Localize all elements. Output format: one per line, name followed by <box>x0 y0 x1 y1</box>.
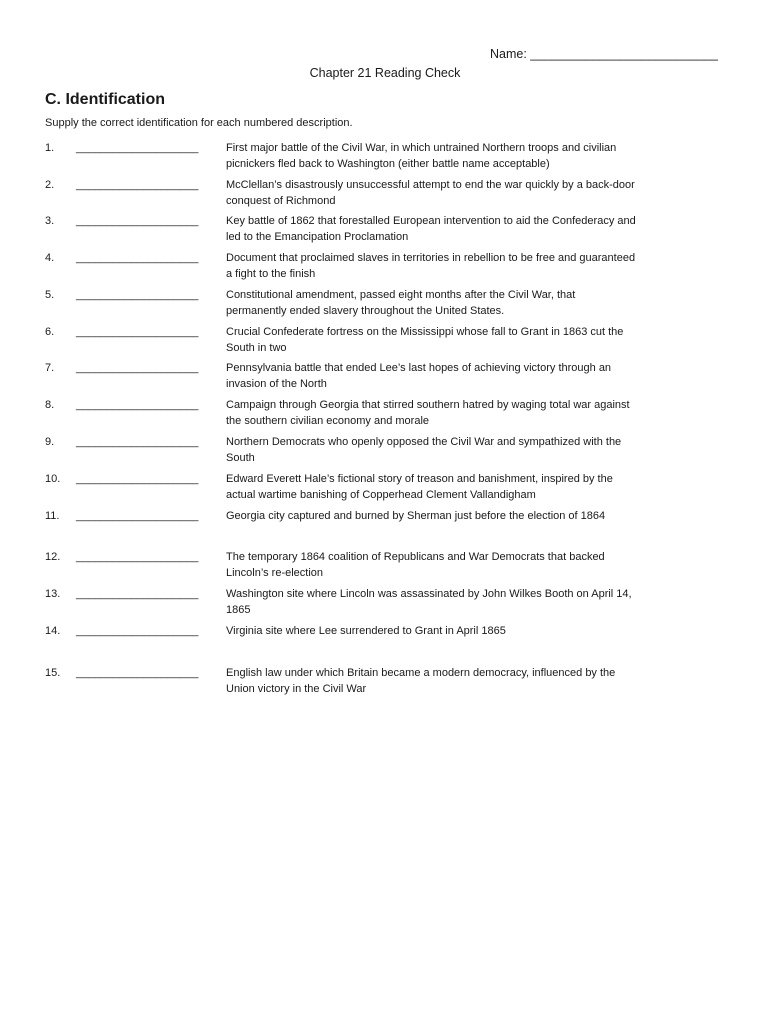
section-heading: C. Identification <box>45 91 165 108</box>
answer-blank[interactable]: ____________________ <box>76 436 199 448</box>
question-description: Campaign through Georgia that stirred southern hatred by waging total war against the southern civilian economy and morale <box>226 399 630 427</box>
question-number: 8. <box>45 399 55 411</box>
question-number: 9. <box>45 436 55 448</box>
answer-blank[interactable]: ____________________ <box>76 473 199 485</box>
answer-blank[interactable]: ____________________ <box>76 179 199 191</box>
question-description: Virginia site where Lee surrendered to Grant in April 1865 <box>226 625 506 637</box>
document-title: Chapter 21 Reading Check <box>309 66 461 80</box>
question-description: Georgia city captured and burned by Sherman just before the election of 1864 <box>226 510 606 522</box>
answer-blank[interactable]: ____________________ <box>76 625 199 637</box>
question-description: The temporary 1864 coalition of Republicans and War Democrats that backed Lincoln’s re-election <box>226 551 605 579</box>
answer-blank[interactable]: ____________________ <box>76 142 199 154</box>
answer-blank[interactable]: ____________________ <box>76 510 199 522</box>
question-description: Pennsylvania battle that ended Lee’s last hopes of achieving victory through an invasion of the North <box>226 362 612 390</box>
question-description: Key battle of 1862 that forestalled European intervention to aid the Confederacy and led to the Emancipation Proclamation <box>226 215 636 243</box>
answer-blank[interactable]: ____________________ <box>76 326 199 338</box>
question-number: 11. <box>45 510 60 522</box>
question-description: Edward Everett Hale’s fictional story of treason and banishment, inspired by the actual wartime banishing of Copperhead Clement Vallandigham <box>226 473 613 501</box>
question-number: 15. <box>45 667 61 679</box>
question-number: 4. <box>45 252 55 264</box>
question-number: 1. <box>45 142 55 154</box>
question-description: Crucial Confederate fortress on the Mississippi whose fall to Grant in 1863 cut the South in two <box>226 326 624 354</box>
answer-blank[interactable]: ____________________ <box>76 399 199 411</box>
question-number: 12. <box>45 551 61 563</box>
question-description: English law under which Britain became a modern democracy, influenced by the Union victory in the Civil War <box>226 667 616 695</box>
answer-blank[interactable]: ____________________ <box>76 252 199 264</box>
answer-blank[interactable]: ____________________ <box>76 551 199 563</box>
question-description: Document that proclaimed slaves in territories in rebellion to be free and guaranteed a fight to the finish <box>226 252 636 280</box>
answer-blank[interactable]: ____________________ <box>76 289 199 301</box>
question-number: 2. <box>45 179 55 191</box>
instructions: Supply the correct identification for each numbered description. <box>45 117 353 129</box>
answer-blank[interactable]: ____________________ <box>76 362 199 374</box>
question-description: Washington site where Lincoln was assassinated by John Wilkes Booth on April 14, 1865 <box>226 588 632 616</box>
question-description: McClellan’s disastrously unsuccessful attempt to end the war quickly by a back-door conquest of Richmond <box>226 179 635 207</box>
name-field-label: Name: ___________________________ <box>490 47 718 61</box>
question-number: 14. <box>45 625 61 637</box>
question-number: 10. <box>45 473 61 485</box>
answer-blank[interactable]: ____________________ <box>76 667 199 679</box>
question-number: 6. <box>45 326 55 338</box>
question-number: 5. <box>45 289 55 301</box>
question-number: 7. <box>45 362 55 374</box>
answer-blank[interactable]: ____________________ <box>76 588 199 600</box>
answer-blank[interactable]: ____________________ <box>76 215 199 227</box>
question-number: 3. <box>45 215 55 227</box>
question-description: Constitutional amendment, passed eight months after the Civil War, that permanently ended slavery throughout the United States. <box>226 289 576 317</box>
question-description: First major battle of the Civil War, in which untrained Northern troops and civilian picnickers fled back to Washington (either battle name acceptable) <box>226 142 617 170</box>
question-description: Northern Democrats who openly opposed the Civil War and sympathized with the South <box>226 436 622 464</box>
question-number: 13. <box>45 588 61 600</box>
